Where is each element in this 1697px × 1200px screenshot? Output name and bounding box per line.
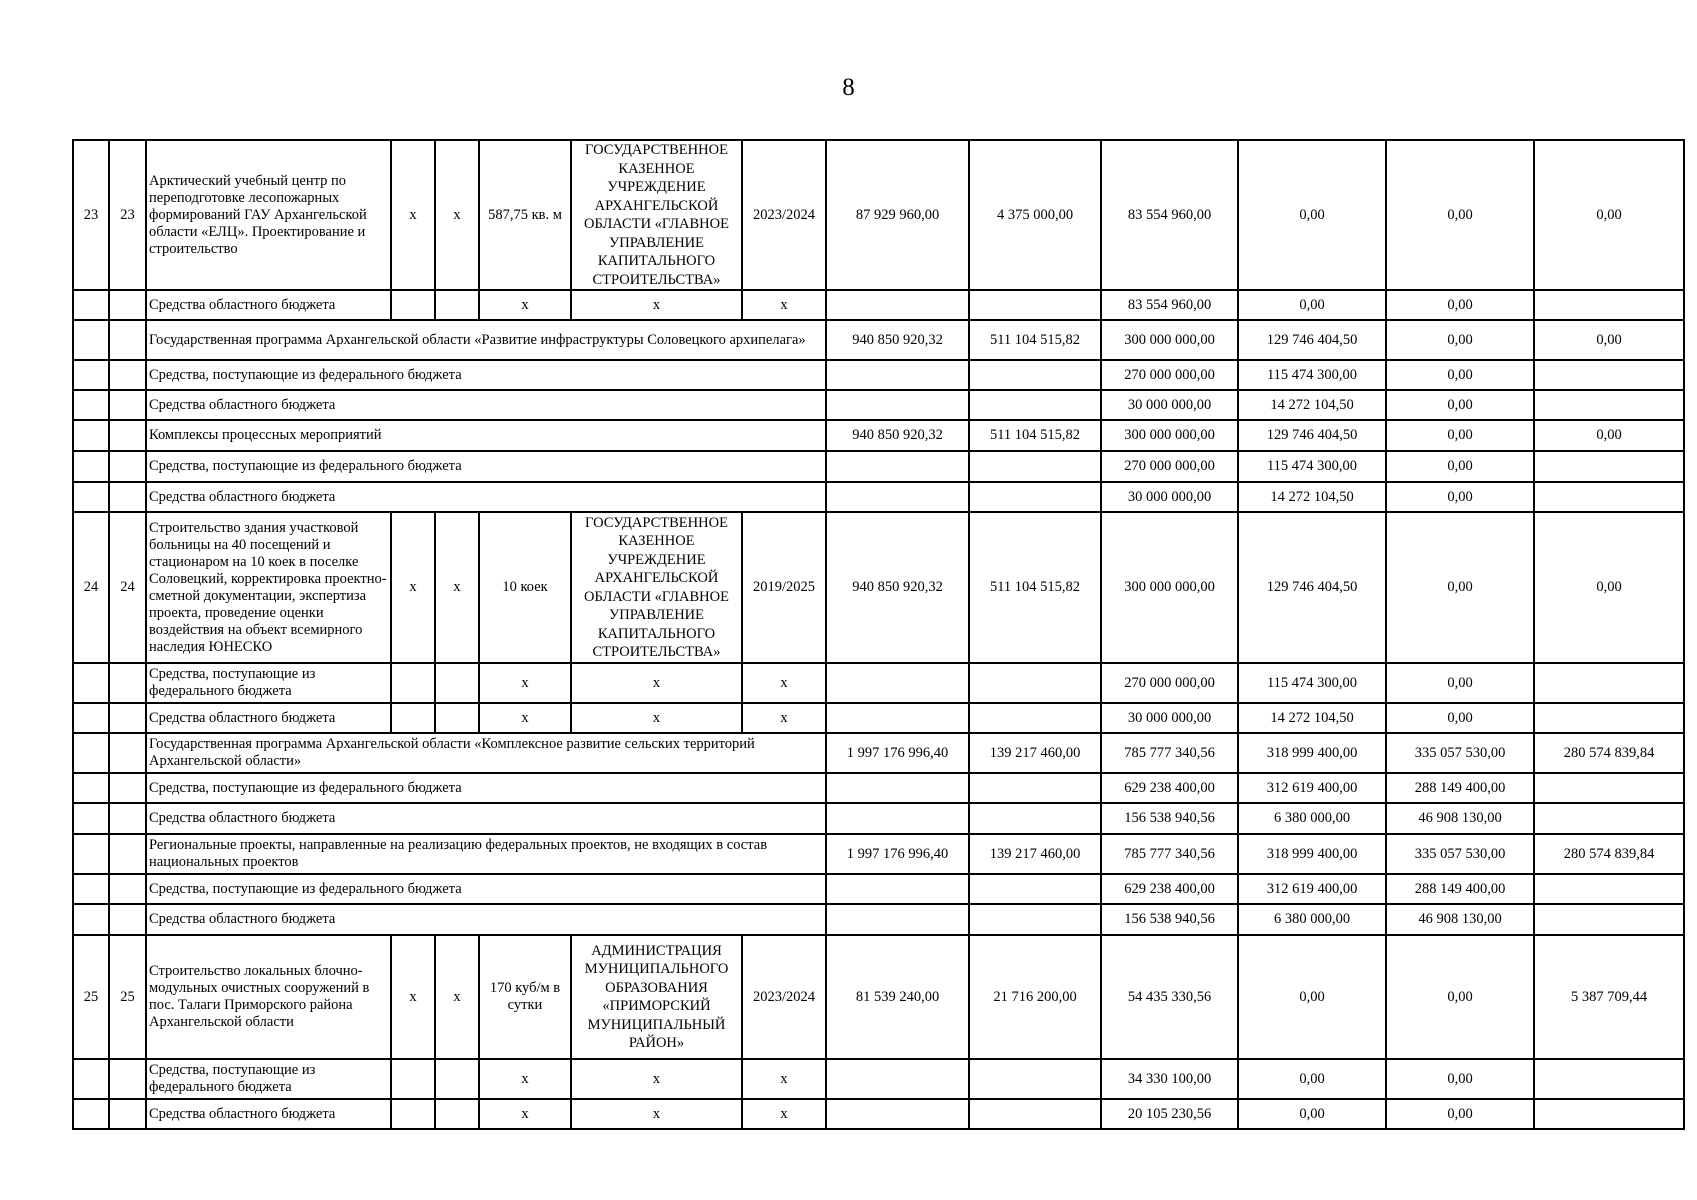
value-cell-3: 30 000 000,00 [1101,390,1238,420]
marker-cell: х [479,703,571,733]
value-cell-4: 312 619 400,00 [1238,874,1386,904]
value-cell-4: 115 474 300,00 [1238,451,1386,482]
empty-cell [73,874,109,904]
empty-cell [73,834,109,874]
object-name: Строительство здания участковой больницы на 40 посещений и стационаром на 10 коек в поселке Соловецкий, корректировка проектно-сметной документации, экспертиза проекта, проведение оценки воздействия на объект всемирного наследия ЮНЕСКО [146,512,391,663]
value-cell-5: 0,00 [1386,140,1534,290]
marker-cell: х [435,512,479,663]
empty-cell [109,904,146,935]
period-cell: 2019/2025 [742,512,826,663]
table-row-wide-source [73,904,1684,935]
budget-table [72,139,1685,1130]
value-cell-6 [1534,290,1684,320]
page-number: 8 [842,74,855,101]
value-cell-1: 81 539 240,00 [826,935,969,1059]
value-cell-5: 0,00 [1386,1099,1534,1129]
value-cell-1 [826,904,969,935]
value-cell-5: 0,00 [1386,482,1534,512]
empty-cell [969,703,1101,733]
value-cell-6 [1534,904,1684,935]
value-cell-3: 785 777 340,56 [1101,733,1238,773]
empty-cell [109,733,146,773]
value-cell-2: 511 104 515,82 [969,512,1101,663]
value-cell-1: 940 850 920,32 [826,512,969,663]
value-cell-2: 139 217 460,00 [969,733,1101,773]
value-cell-3: 156 538 940,56 [1101,803,1238,834]
object-name: Строительство локальных блочно-модульных очистных сооружений в пос. Талаги Приморского района Архангельской области [146,935,391,1059]
empty-cell [73,1099,109,1129]
value-cell-2 [969,874,1101,904]
value-cell-6: 5 387 709,44 [1534,935,1684,1059]
object-number: 23 [109,140,146,290]
value-cell-3: 300 000 000,00 [1101,320,1238,360]
value-cell-1: 1 997 176 996,40 [826,834,969,874]
value-cell-4: 14 272 104,50 [1238,703,1386,733]
value-cell-6: 0,00 [1534,320,1684,360]
table-row-wide-source [73,360,1684,390]
value-cell-2 [969,773,1101,803]
empty-cell [969,1059,1101,1099]
value-cell-2: 4 375 000,00 [969,140,1101,290]
value-cell-5: 0,00 [1386,290,1534,320]
empty-cell [969,1099,1101,1129]
value-cell-5: 0,00 [1386,451,1534,482]
empty-cell [391,290,435,320]
funding-source-label: Средства областного бюджета [146,390,826,420]
value-cell-2 [969,803,1101,834]
value-cell-6 [1534,1059,1684,1099]
table-row-program [73,320,1684,360]
value-cell-5: 0,00 [1386,390,1534,420]
empty-cell [109,320,146,360]
value-cell-2: 21 716 200,00 [969,935,1101,1059]
empty-cell [109,360,146,390]
value-cell-5: 0,00 [1386,1059,1534,1099]
value-cell-6 [1534,1099,1684,1129]
value-cell-5: 0,00 [1386,703,1534,733]
value-cell-5: 335 057 530,00 [1386,834,1534,874]
program-title: Региональные проекты, направленные на реализацию федеральных проектов, не входящих в состав национальных проектов [146,834,826,874]
table-row-source [73,703,1684,733]
value-cell-6 [1534,874,1684,904]
empty-cell [73,703,109,733]
value-cell-1: 87 929 960,00 [826,140,969,290]
value-cell-1 [826,482,969,512]
empty-cell [73,904,109,935]
marker-cell: х [435,140,479,290]
value-cell-4: 6 380 000,00 [1238,904,1386,935]
value-cell-5: 46 908 130,00 [1386,904,1534,935]
marker-cell: х [571,1099,742,1129]
table-row-program [73,733,1684,773]
value-cell-6 [1534,482,1684,512]
object-name: Арктический учебный центр по переподготовке лесопожарных формирований ГАУ Архангельской области «ЕЛЦ». Проектирование и строительство [146,140,391,290]
value-cell-6 [1534,773,1684,803]
value-cell-4: 0,00 [1238,1099,1386,1129]
value-cell-1 [826,451,969,482]
object-number: 25 [109,935,146,1059]
value-cell-2 [969,360,1101,390]
empty-cell [109,451,146,482]
empty-cell [109,390,146,420]
value-cell-2 [969,451,1101,482]
empty-cell [73,733,109,773]
value-cell-3: 300 000 000,00 [1101,512,1238,663]
value-cell-5: 0,00 [1386,420,1534,451]
value-cell-1 [826,773,969,803]
empty-cell [391,663,435,703]
marker-cell: х [571,703,742,733]
value-cell-5: 288 149 400,00 [1386,773,1534,803]
empty-cell [391,1059,435,1099]
empty-cell [109,482,146,512]
value-cell-4: 115 474 300,00 [1238,360,1386,390]
table-row-wide-source [73,803,1684,834]
value-cell-5: 0,00 [1386,320,1534,360]
table-row-wide-source [73,390,1684,420]
value-cell-3: 785 777 340,56 [1101,834,1238,874]
marker-cell: х [742,663,826,703]
marker-cell: х [479,1059,571,1099]
funding-source-label: Средства, поступающие из федерального бюджета [146,1059,391,1099]
row-number: 24 [73,512,109,663]
marker-cell: х [571,663,742,703]
table-row-source [73,663,1684,703]
empty-cell [73,663,109,703]
value-cell-4: 129 746 404,50 [1238,320,1386,360]
empty-cell [73,451,109,482]
value-cell-2 [969,904,1101,935]
value-cell-4: 0,00 [1238,935,1386,1059]
value-cell-6: 280 574 839,84 [1534,834,1684,874]
value-cell-6: 0,00 [1534,140,1684,290]
marker-cell: х [571,1059,742,1099]
empty-cell [73,320,109,360]
empty-cell [969,290,1101,320]
value-cell-4: 0,00 [1238,1059,1386,1099]
marker-cell: х [479,1099,571,1129]
value-cell-3: 20 105 230,56 [1101,1099,1238,1129]
value-cell-2: 511 104 515,82 [969,420,1101,451]
value-cell-6 [1534,390,1684,420]
empty-cell [73,360,109,390]
marker-cell: х [435,935,479,1059]
organization-cell: АДМИНИСТРАЦИЯ МУНИЦИПАЛЬНОГО ОБРАЗОВАНИЯ «ПРИМОРСКИЙ МУНИЦИПАЛЬНЫЙ РАЙОН» [571,935,742,1059]
empty-cell [109,834,146,874]
empty-cell [73,803,109,834]
value-cell-4: 318 999 400,00 [1238,733,1386,773]
value-cell-3: 270 000 000,00 [1101,360,1238,390]
value-cell-2: 511 104 515,82 [969,320,1101,360]
value-cell-6 [1534,703,1684,733]
value-cell-3: 270 000 000,00 [1101,663,1238,703]
empty-cell [109,773,146,803]
marker-cell: х [742,703,826,733]
funding-source-label: Средства областного бюджета [146,803,826,834]
marker-cell: х [479,663,571,703]
capacity-cell: 170 куб/м в сутки [479,935,571,1059]
value-cell-4: 14 272 104,50 [1238,482,1386,512]
empty-cell [826,1059,969,1099]
empty-cell [826,290,969,320]
value-cell-4: 115 474 300,00 [1238,663,1386,703]
value-cell-6: 280 574 839,84 [1534,733,1684,773]
table-row-wide-source [73,874,1684,904]
empty-cell [435,1099,479,1129]
value-cell-1 [826,390,969,420]
funding-source-label: Средства, поступающие из федерального бюджета [146,360,826,390]
table-row-wide-source [73,482,1684,512]
marker-cell: х [479,290,571,320]
value-cell-5: 335 057 530,00 [1386,733,1534,773]
row-number: 25 [73,935,109,1059]
period-cell: 2023/2024 [742,140,826,290]
empty-cell [109,874,146,904]
value-cell-5: 0,00 [1386,663,1534,703]
empty-cell [109,290,146,320]
table-row-source [73,1059,1684,1099]
value-cell-5: 0,00 [1386,935,1534,1059]
empty-cell [435,1059,479,1099]
value-cell-3: 270 000 000,00 [1101,451,1238,482]
marker-cell: х [742,1099,826,1129]
empty-cell [73,1059,109,1099]
marker-cell: х [742,1059,826,1099]
funding-source-label: Средства, поступающие из федерального бюджета [146,663,391,703]
value-cell-4: 0,00 [1238,140,1386,290]
value-cell-4: 318 999 400,00 [1238,834,1386,874]
empty-cell [73,390,109,420]
object-number: 24 [109,512,146,663]
table-row-program [73,420,1684,451]
value-cell-1: 940 850 920,32 [826,320,969,360]
marker-cell: х [391,512,435,663]
period-cell: 2023/2024 [742,935,826,1059]
row-number: 23 [73,140,109,290]
table-row-wide-source [73,451,1684,482]
empty-cell [826,663,969,703]
funding-source-label: Средства, поступающие из федерального бюджета [146,451,826,482]
value-cell-1: 940 850 920,32 [826,420,969,451]
funding-source-label: Средства областного бюджета [146,904,826,935]
value-cell-4: 129 746 404,50 [1238,420,1386,451]
value-cell-2 [969,482,1101,512]
value-cell-3: 30 000 000,00 [1101,482,1238,512]
empty-cell [826,703,969,733]
value-cell-4: 6 380 000,00 [1238,803,1386,834]
empty-cell [109,803,146,834]
empty-cell [109,420,146,451]
value-cell-4: 0,00 [1238,290,1386,320]
value-cell-1 [826,803,969,834]
value-cell-3: 54 435 330,56 [1101,935,1238,1059]
funding-source-label: Средства областного бюджета [146,1099,391,1129]
value-cell-4: 312 619 400,00 [1238,773,1386,803]
value-cell-3: 629 238 400,00 [1101,874,1238,904]
marker-cell: х [571,290,742,320]
organization-cell: ГОСУДАРСТВЕННОЕ КАЗЕННОЕ УЧРЕЖДЕНИЕ АРХАНГЕЛЬСКОЙ ОБЛАСТИ «ГЛАВНОЕ УПРАВЛЕНИЕ КАПИТАЛЬНОГО СТРОИТЕЛЬСТВА» [571,140,742,290]
funding-source-label: Средства областного бюджета [146,703,391,733]
value-cell-5: 46 908 130,00 [1386,803,1534,834]
empty-cell [109,663,146,703]
capacity-cell: 10 коек [479,512,571,663]
value-cell-1 [826,360,969,390]
value-cell-3: 34 330 100,00 [1101,1059,1238,1099]
value-cell-3: 30 000 000,00 [1101,703,1238,733]
value-cell-3: 300 000 000,00 [1101,420,1238,451]
program-title: Государственная программа Архангельской области «Развитие инфраструктуры Соловецкого архипелага» [146,320,826,360]
value-cell-6: 0,00 [1534,420,1684,451]
empty-cell [391,703,435,733]
empty-cell [391,1099,435,1129]
funding-source-label: Средства областного бюджета [146,482,826,512]
value-cell-5: 0,00 [1386,512,1534,663]
value-cell-6 [1534,663,1684,703]
empty-cell [109,1059,146,1099]
program-title: Государственная программа Архангельской области «Комплексное развитие сельских территорий Архангельской области» [146,733,826,773]
table-row-project [73,140,1684,290]
program-title: Комплексы процессных мероприятий [146,420,826,451]
empty-cell [73,482,109,512]
table-row-source [73,1099,1684,1129]
value-cell-4: 129 746 404,50 [1238,512,1386,663]
funding-source-label: Средства, поступающие из федерального бюджета [146,874,826,904]
empty-cell [435,703,479,733]
empty-cell [435,663,479,703]
value-cell-2 [969,390,1101,420]
table-row-project [73,935,1684,1059]
empty-cell [73,773,109,803]
value-cell-4: 14 272 104,50 [1238,390,1386,420]
value-cell-6 [1534,451,1684,482]
value-cell-1: 1 997 176 996,40 [826,733,969,773]
value-cell-3: 629 238 400,00 [1101,773,1238,803]
marker-cell: х [391,935,435,1059]
empty-cell [969,663,1101,703]
empty-cell [109,703,146,733]
funding-source-label: Средства, поступающие из федерального бюджета [146,773,826,803]
value-cell-5: 288 149 400,00 [1386,874,1534,904]
organization-cell: ГОСУДАРСТВЕННОЕ КАЗЕННОЕ УЧРЕЖДЕНИЕ АРХАНГЕЛЬСКОЙ ОБЛАСТИ «ГЛАВНОЕ УПРАВЛЕНИЕ КАПИТАЛЬНОГО СТРОИТЕЛЬСТВА» [571,512,742,663]
value-cell-6 [1534,803,1684,834]
capacity-cell: 587,75 кв. м [479,140,571,290]
table-row-wide-source [73,773,1684,803]
value-cell-6 [1534,360,1684,390]
empty-cell [109,1099,146,1129]
value-cell-1 [826,874,969,904]
value-cell-2: 139 217 460,00 [969,834,1101,874]
value-cell-3: 83 554 960,00 [1101,290,1238,320]
empty-cell [826,1099,969,1129]
empty-cell [73,290,109,320]
value-cell-6: 0,00 [1534,512,1684,663]
table-row-program [73,834,1684,874]
funding-source-label: Средства областного бюджета [146,290,391,320]
table-row-source [73,290,1684,320]
value-cell-5: 0,00 [1386,360,1534,390]
empty-cell [73,420,109,451]
empty-cell [435,290,479,320]
marker-cell: х [391,140,435,290]
table-row-project [73,512,1684,663]
value-cell-3: 83 554 960,00 [1101,140,1238,290]
value-cell-3: 156 538 940,56 [1101,904,1238,935]
marker-cell: х [742,290,826,320]
